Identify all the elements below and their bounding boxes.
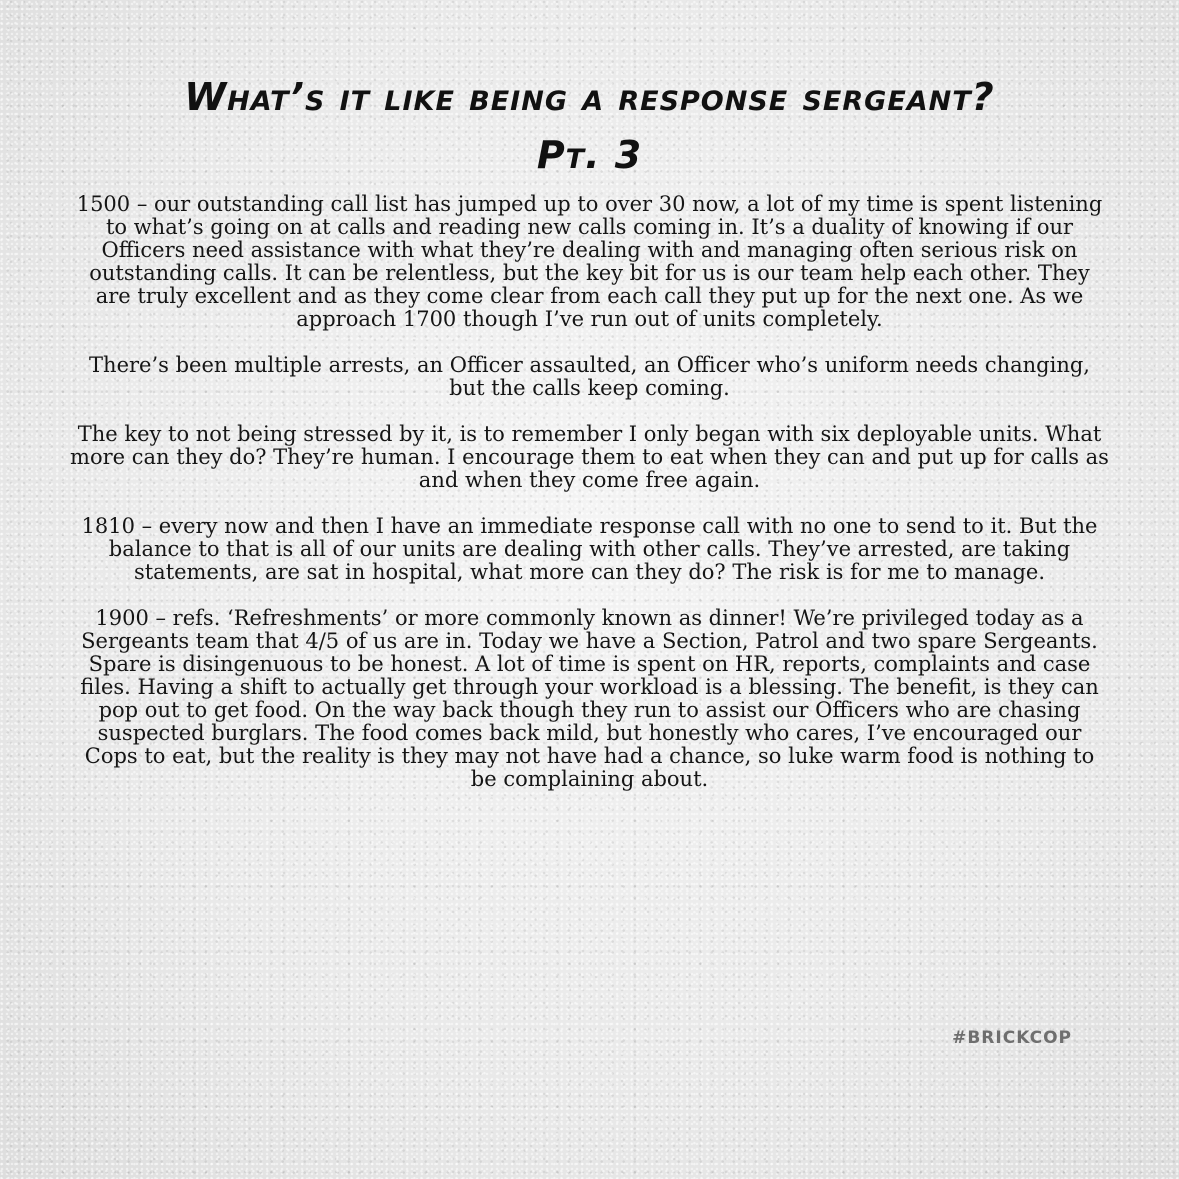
title-line-1: What’s it like being a response sergeant?: [184, 75, 995, 119]
body-text: [70, 193, 1109, 791]
signature-hashtag: #BRICKCOP: [952, 1028, 1072, 1048]
paragraph-1810: 1810 – every now and then I have an immediate response call with no one to send to it. But the balance to that is all of our units are dealing with other calls. They’ve arrested, are taking statements, are sat in hospital, what more can they do? The risk is for me to manage.: [81, 514, 1098, 584]
paragraph-spare: Spare is disingenuous to be honest. A lot of time is spent on HR, reports, complaints and case files. Having a shift to actually get through your workload is a blessing. The benefit, is they can pop out to get food. On the way back though they run to assist our Officers who are chasing suspected burglars. The food comes back mild, but honestly who cares, I’ve encouraged our Cops to eat, but the reality is they may not have had a chance, so luke warm food is nothing to be complaining about.: [80, 652, 1099, 791]
paragraph-arrests: There’s been multiple arrests, an Officer assaulted, an Officer who’s uniform needs changing, but the calls keep coming.: [89, 353, 1090, 400]
paragraph-1900: 1900 – refs. ‘Refreshments’ or more commonly known as dinner! We’re privileged today as a Sergeants team that 4/5 of us are in. Today we have a Section, Patrol and two spare Sergeants.: [81, 606, 1098, 653]
paragraph-stress: The key to not being stressed by it, is to remember I only began with six deployable units. What more can they do? They’re human. I encourage them to eat when they can and put up for calls as and when they come free again.: [70, 422, 1109, 492]
title-line-2: Pt. 3: [536, 133, 643, 177]
paragraph-1500: 1500 – our outstanding call list has jumped up to over 30 now, a lot of my time is spent listening to what’s going on at calls and reading new calls coming in. It’s a duality of knowing if our Officers need assistance with what they’re dealing with and managing often serious risk on outstanding calls. It can be relentless, but the key bit for us is our team help each other. They are truly excellent and as they come clear from each call they put up for the next one. As we approach 1700 though I’ve run out of units completely.: [76, 192, 1103, 331]
